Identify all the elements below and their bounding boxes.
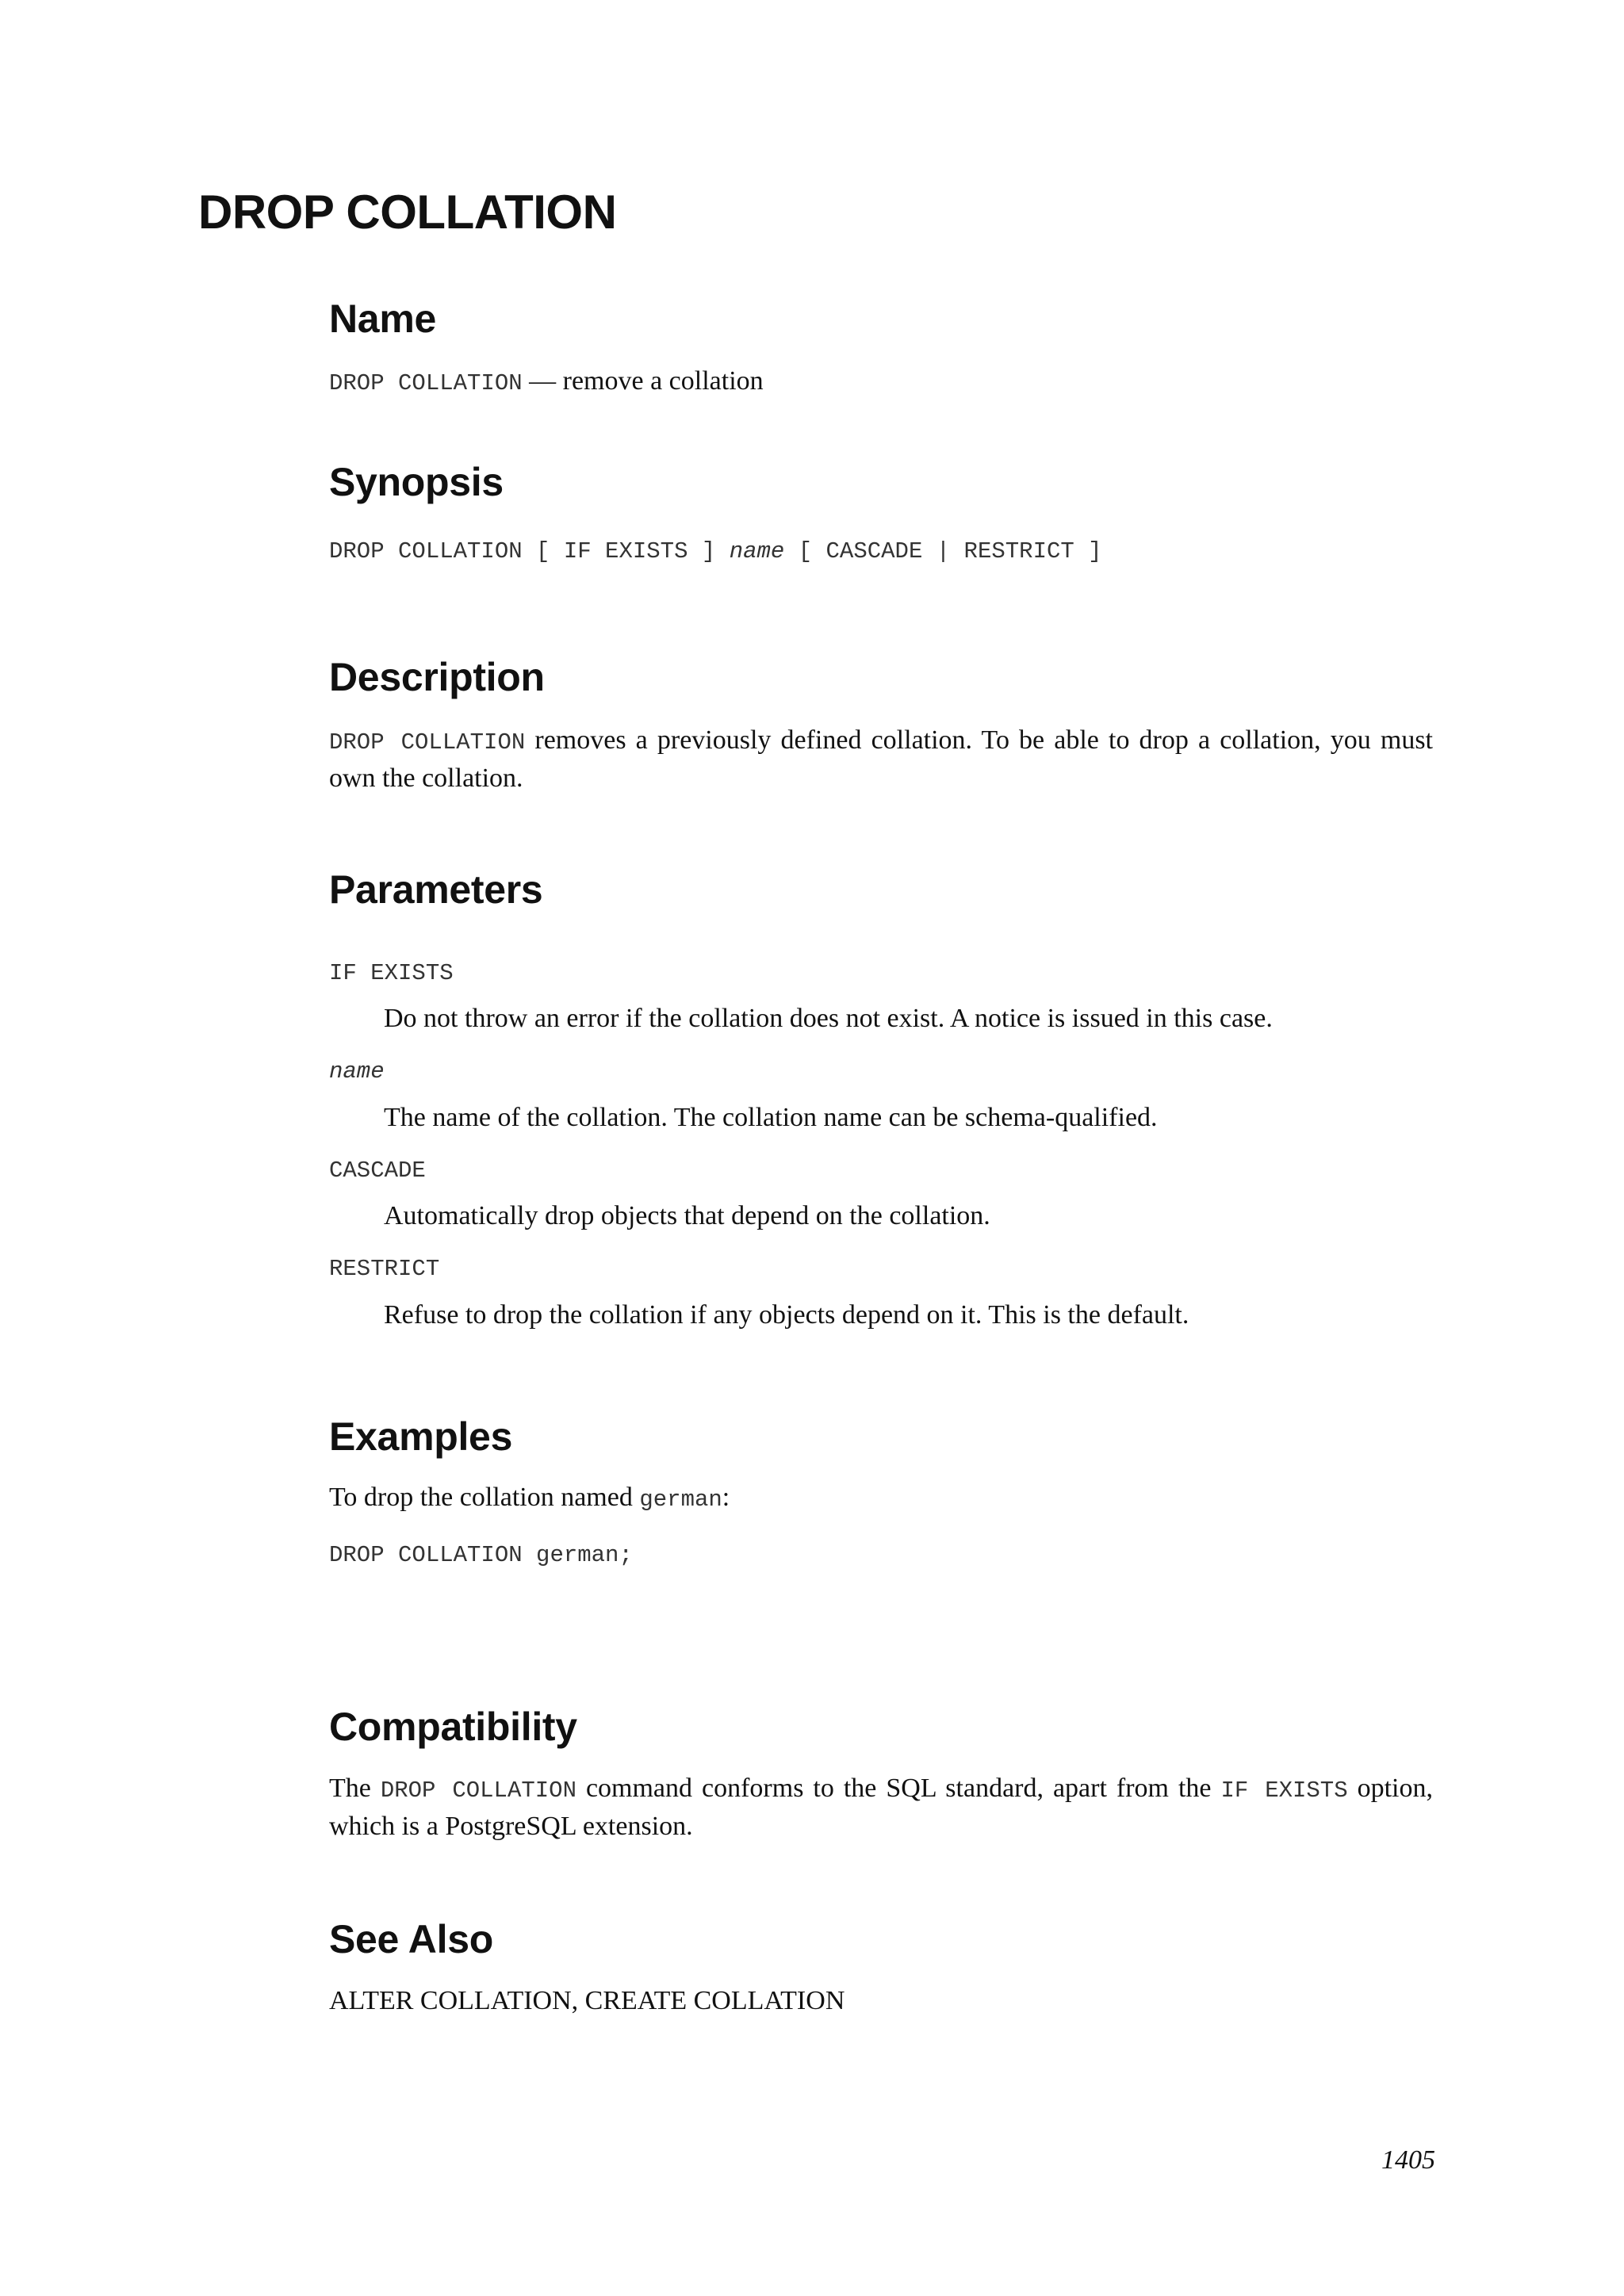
examples-intro-before: To drop the collation named bbox=[329, 1483, 640, 1512]
parameters-heading: Parameters bbox=[329, 867, 543, 912]
compat-code2: IF EXISTS bbox=[1220, 1777, 1348, 1804]
see-also-text: ALTER COLLATION, CREATE COLLATION bbox=[329, 1986, 845, 2015]
examples-intro-code: german bbox=[639, 1487, 722, 1513]
param-term-cascade: CASCADE bbox=[329, 1158, 426, 1184]
description-command: DROP COLLATION bbox=[329, 729, 526, 756]
param-desc-cascade: Automatically drop objects that depend on the collation. bbox=[384, 1201, 990, 1230]
compatibility-text bbox=[329, 1770, 1433, 1844]
compat-text1: The bbox=[329, 1774, 381, 1803]
examples-intro-after: : bbox=[722, 1483, 730, 1512]
examples-code: DROP COLLATION german; bbox=[329, 1542, 633, 1568]
param-desc-restrict: Refuse to drop the collation if any objects depend on it. This is the default. bbox=[384, 1300, 1189, 1330]
synopsis-code bbox=[329, 536, 1102, 568]
description-body: removes a previously defined collation. To be able to drop a collation, you must own the collation. bbox=[329, 725, 1434, 793]
param-term-if-exists: IF EXISTS bbox=[329, 960, 454, 986]
name-heading: Name bbox=[329, 297, 436, 341]
synopsis-part1: DROP COLLATION [ IF EXISTS ] bbox=[329, 538, 730, 564]
examples-heading: Examples bbox=[329, 1414, 513, 1459]
compat-text2: command conforms to the SQL standard, apart from the bbox=[576, 1774, 1221, 1803]
synopsis-heading: Synopsis bbox=[329, 460, 504, 504]
page-number: 1405 bbox=[1381, 2145, 1435, 2175]
compat-code1: DROP COLLATION bbox=[380, 1777, 576, 1804]
description-text bbox=[329, 722, 1433, 796]
synopsis-param: name bbox=[729, 538, 785, 564]
param-desc-name: The name of the collation. The collation name can be schema-qualified. bbox=[384, 1103, 1158, 1132]
param-term-restrict: RESTRICT bbox=[329, 1256, 440, 1282]
compatibility-heading: Compatibility bbox=[329, 1705, 577, 1749]
page-title: DROP COLLATION bbox=[198, 186, 617, 239]
param-term-name: name bbox=[329, 1058, 385, 1085]
name-line bbox=[329, 363, 764, 402]
param-desc-if-exists: Do not throw an error if the collation does not exist. A notice is issued in this case. bbox=[384, 1004, 1273, 1033]
compat-text3: option, which is a PostgreSQL extension. bbox=[329, 1774, 1433, 1841]
synopsis-part2: [ CASCADE | RESTRICT ] bbox=[784, 538, 1102, 564]
examples-intro bbox=[329, 1479, 730, 1518]
description-heading: Description bbox=[329, 655, 545, 699]
see-also-heading: See Also bbox=[329, 1917, 493, 1961]
name-command: DROP COLLATION bbox=[329, 370, 523, 396]
name-summary: — remove a collation bbox=[529, 366, 764, 396]
